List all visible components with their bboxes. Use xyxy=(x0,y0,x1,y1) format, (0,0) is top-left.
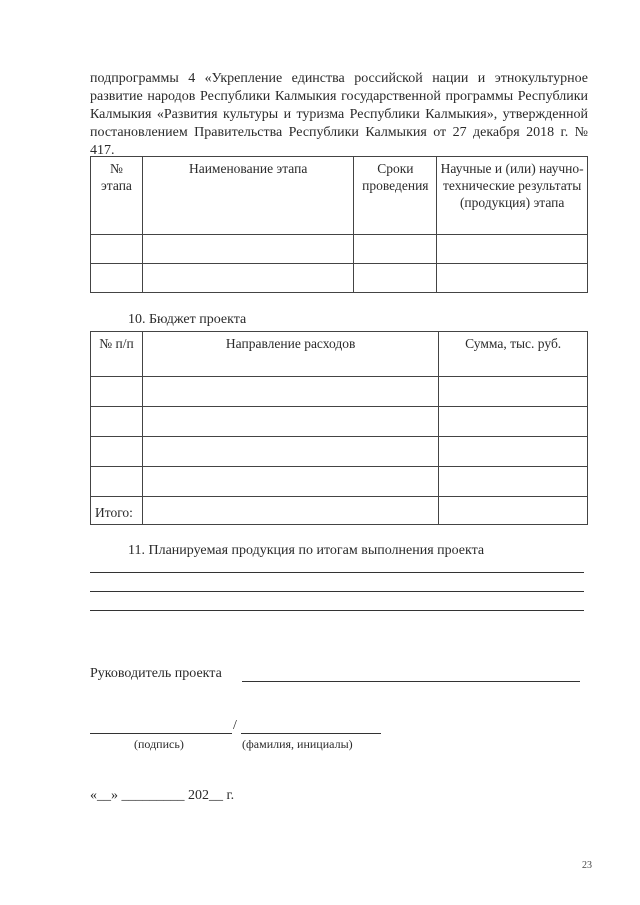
table-cell[interactable] xyxy=(91,377,143,407)
table-cell[interactable] xyxy=(439,437,588,467)
total-row xyxy=(91,497,588,525)
header-stage-name: Наименование этапа xyxy=(142,157,353,235)
project-leader-label: Руководитель проекта xyxy=(90,666,222,681)
table-row xyxy=(91,467,588,497)
products-line-3[interactable] xyxy=(90,610,584,611)
table-cell[interactable] xyxy=(142,377,438,407)
table-row xyxy=(91,377,588,407)
table-cell[interactable] xyxy=(354,235,437,264)
table-cell[interactable] xyxy=(142,407,438,437)
intro-paragraph: подпрограммы 4 «Укрепление единства российской нации и этнокультурное развитие народов Республики Калмыкия государственной программы Республики Калмыкия «Развития культуры и туризма Республики Калмыкия», утвержденной постановлением Правительства Республики Калмыкия от 27 декабря 2018 г. № 417. xyxy=(90,71,588,158)
table-cell[interactable] xyxy=(437,264,588,293)
table-row xyxy=(91,264,588,293)
table-cell[interactable] xyxy=(91,467,143,497)
header-stage-terms: Сроки проведения xyxy=(354,157,437,235)
budget-title: 10. Бюджет проекта xyxy=(128,312,247,327)
table-cell[interactable] xyxy=(142,467,438,497)
products-line-1[interactable] xyxy=(90,572,584,573)
page-number: 23 xyxy=(582,860,592,871)
table-cell[interactable] xyxy=(91,235,143,264)
signature-line[interactable] xyxy=(90,733,232,734)
signature-slash: / xyxy=(233,718,237,733)
table-cell[interactable] xyxy=(91,264,143,293)
table-row xyxy=(91,235,588,264)
stages-table xyxy=(90,156,588,293)
header-stage-results: Научные и (или) научно-технические результаты (продукция) этапа xyxy=(437,157,588,235)
total-label: Итого: xyxy=(91,497,143,525)
table-cell[interactable] xyxy=(91,437,143,467)
table-cell[interactable] xyxy=(437,235,588,264)
header-amount: Сумма, тыс. руб. xyxy=(439,332,588,377)
table-cell[interactable] xyxy=(439,407,588,437)
table-cell[interactable] xyxy=(354,264,437,293)
header-item-number: № п/п xyxy=(91,332,143,377)
name-caption: (фамилия, инициалы) xyxy=(242,737,353,751)
table-cell[interactable] xyxy=(439,467,588,497)
budget-table xyxy=(90,331,588,525)
name-line[interactable] xyxy=(241,733,381,734)
table-cell[interactable] xyxy=(91,407,143,437)
table-cell[interactable] xyxy=(142,437,438,467)
table-cell[interactable] xyxy=(142,235,353,264)
total-amount-cell[interactable] xyxy=(439,497,588,525)
table-cell[interactable] xyxy=(439,377,588,407)
table-cell[interactable] xyxy=(142,497,438,525)
header-stage-number: № этапа xyxy=(91,157,143,235)
date-field[interactable]: «__» _________ 202__ г. xyxy=(90,788,235,803)
table-row xyxy=(91,437,588,467)
table-row xyxy=(91,407,588,437)
products-line-2[interactable] xyxy=(90,591,584,592)
products-title: 11. Планируемая продукция по итогам выполнения проекта xyxy=(128,543,485,558)
table-cell[interactable] xyxy=(142,264,353,293)
signature-caption: (подпись) xyxy=(134,737,184,751)
header-expense-direction: Направление расходов xyxy=(142,332,438,377)
project-leader-line[interactable] xyxy=(242,681,580,682)
